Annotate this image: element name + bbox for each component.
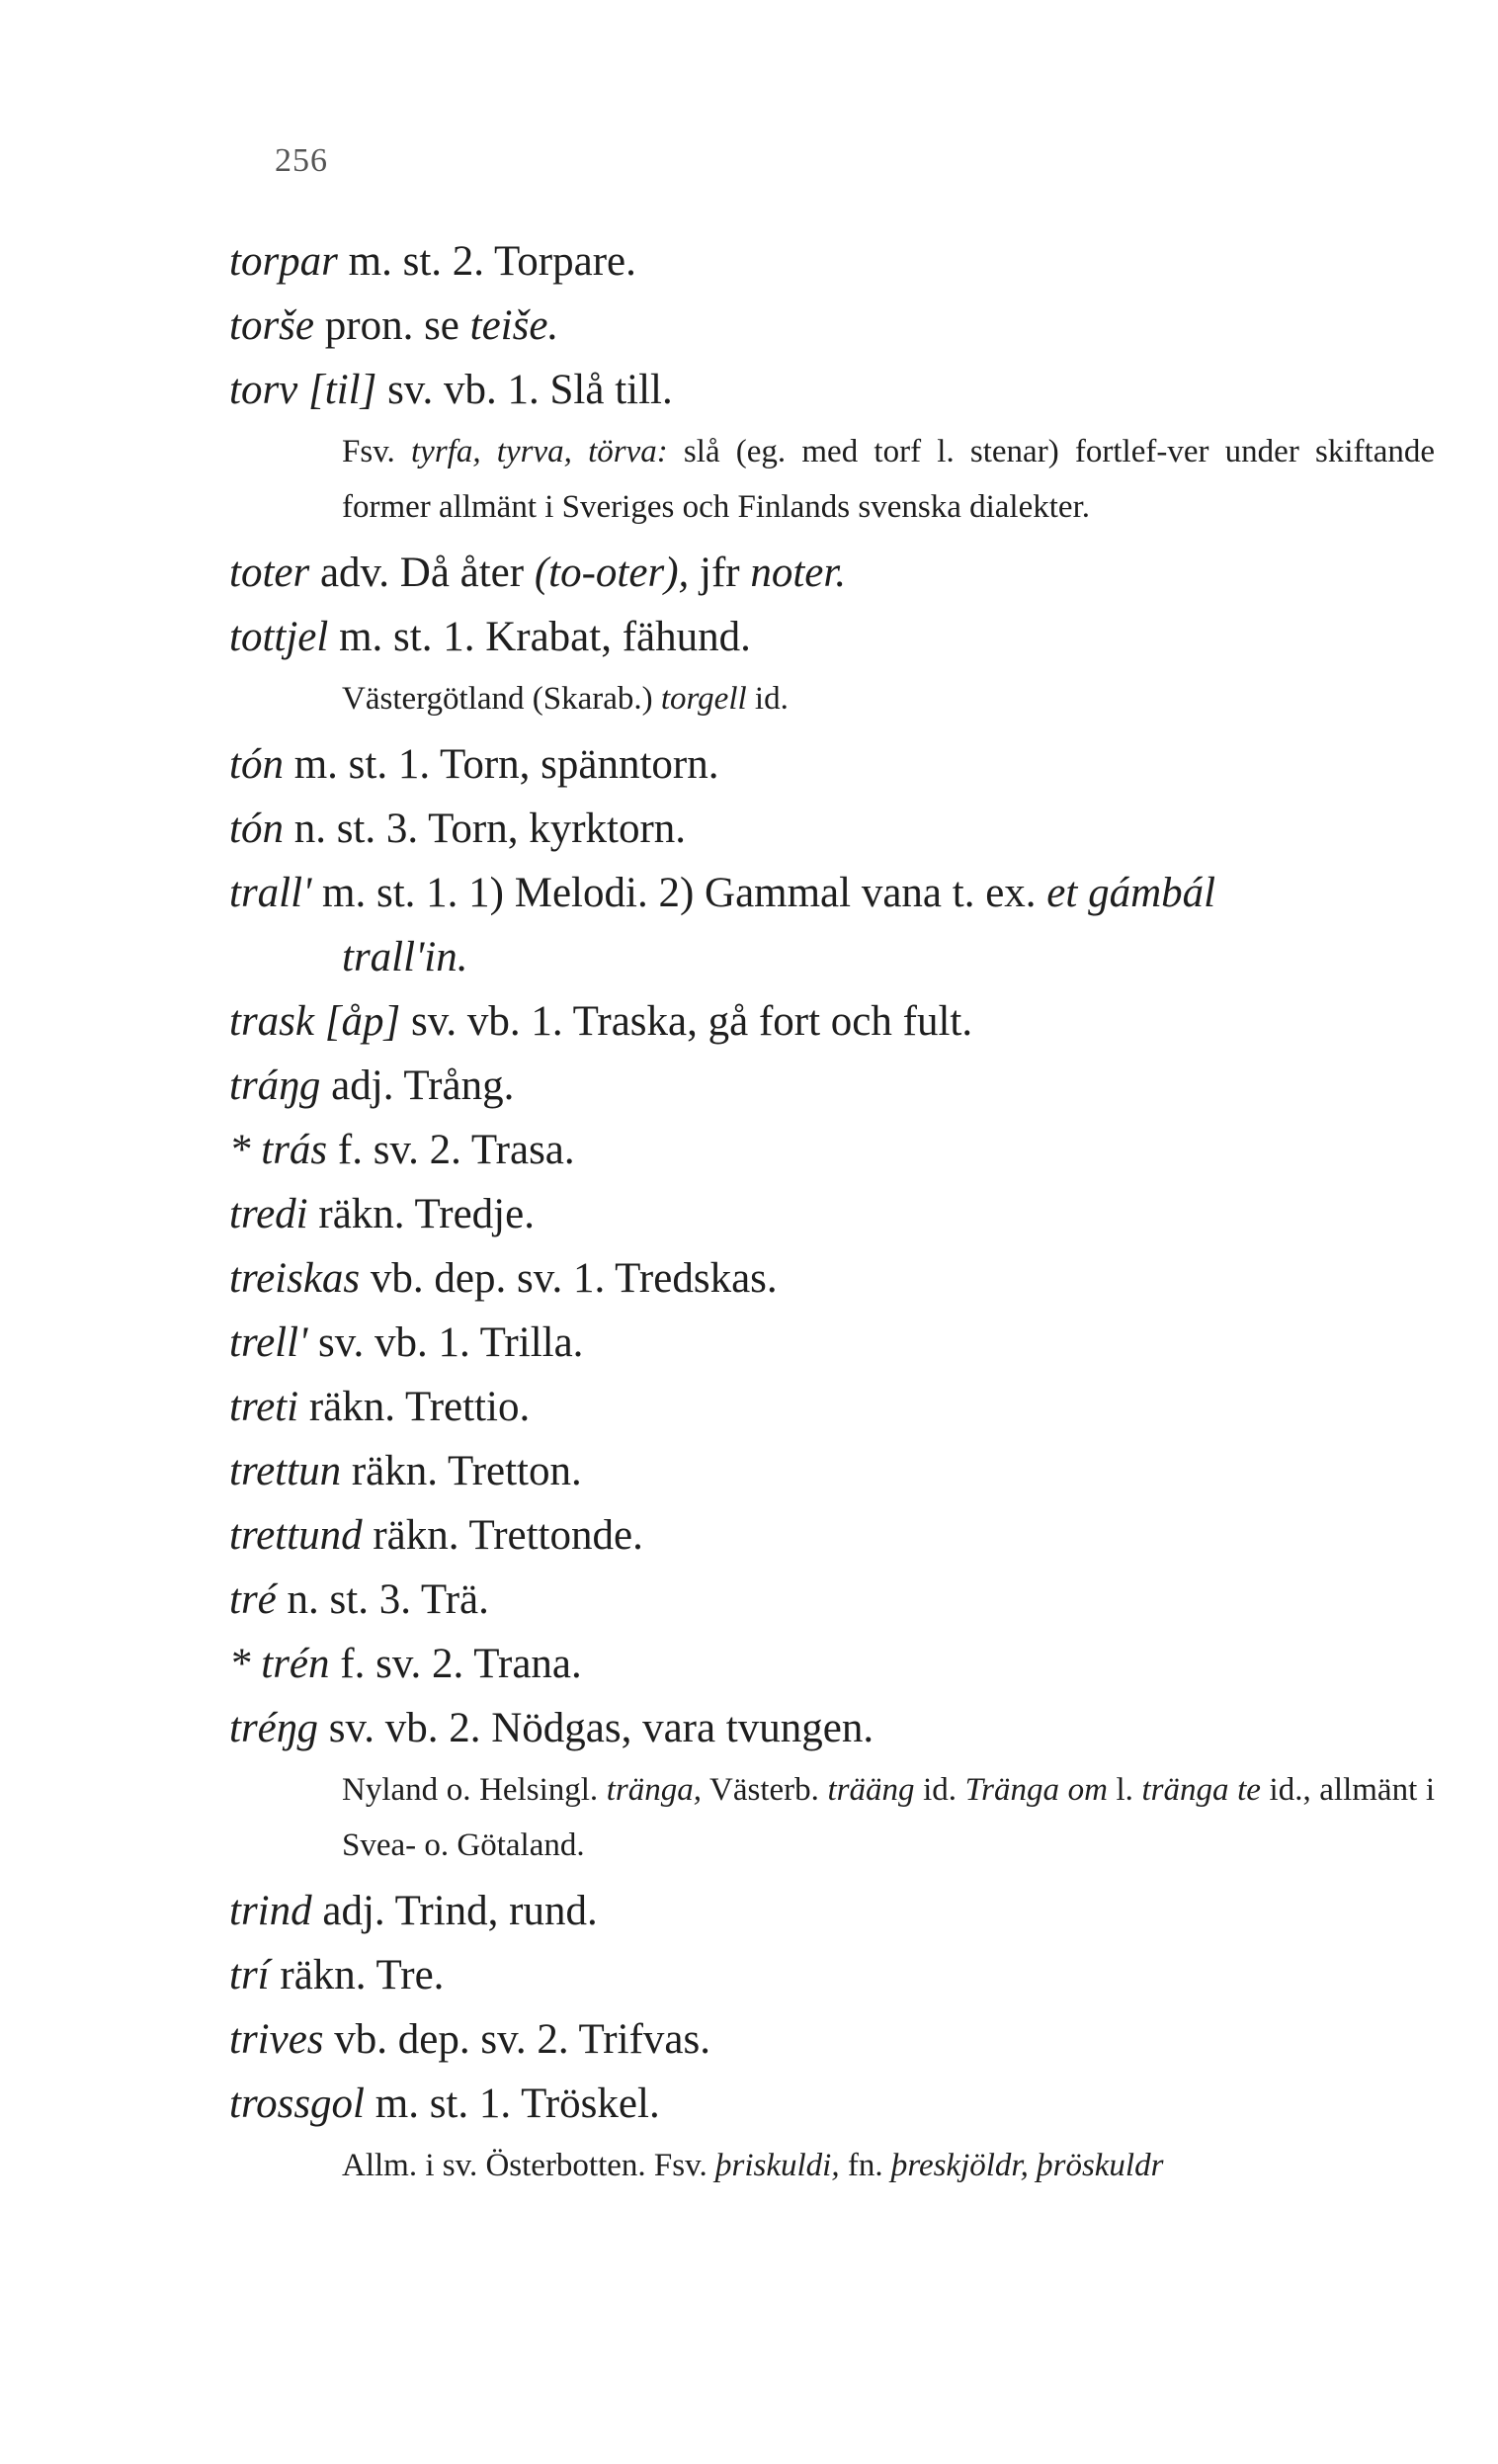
entry-torv <box>229 358 1435 422</box>
headword: treiskas <box>229 1255 361 1302</box>
entry-tren <box>229 1632 1435 1696</box>
page-number: 256 <box>275 142 328 179</box>
variant-form: (to-oter), <box>534 550 690 596</box>
note-text: Västerb. <box>702 1772 828 1808</box>
headword: * trás <box>229 1127 328 1173</box>
definition: sv. vb. 1. Slå till. <box>376 367 673 413</box>
note-forms: tyrfa, tyrva, törva: <box>411 434 668 469</box>
entry-ton-m <box>229 732 1435 797</box>
entry-trang <box>229 1054 1435 1118</box>
headword: torv [til] <box>229 367 377 413</box>
definition: vb. dep. sv. 2. Trifvas. <box>323 2016 710 2063</box>
definition: vb. dep. sv. 1. Tredskas. <box>360 1255 778 1302</box>
note-forms: trääng <box>827 1772 915 1808</box>
entry-tras <box>229 1118 1435 1182</box>
headword: trí <box>229 1952 270 1998</box>
definition: adj. Trind, rund. <box>311 1888 598 1934</box>
definition: räkn. Trettonde. <box>362 1512 643 1559</box>
definition: sv. vb. 1. Trilla. <box>307 1319 584 1366</box>
entry-treti <box>229 1375 1435 1439</box>
etymology-note <box>229 2138 1435 2193</box>
definition: jfr <box>689 550 751 596</box>
note-text: id. <box>914 1772 965 1808</box>
definition: pron. se <box>314 302 470 349</box>
definition: adj. Trång. <box>320 1062 515 1109</box>
headword: trossgol <box>229 2081 365 2127</box>
entry-trettun <box>229 1439 1435 1503</box>
definition: räkn. Tredje. <box>307 1191 535 1237</box>
note-text: slå (eg. med torf l. stenar) fortlef-ver under skiftande former allmänt i Sveriges och Finlands svenska dialekter. <box>342 434 1435 525</box>
entry-tre <box>229 1568 1435 1632</box>
note-text: Allm. i sv. Österbotten. Fsv. <box>342 2148 715 2183</box>
cross-reference: noter. <box>750 550 847 596</box>
entry-torpar <box>229 229 1435 294</box>
headword: torše <box>229 302 314 349</box>
note-text: l. <box>1107 1772 1142 1808</box>
headword: trind <box>229 1888 312 1934</box>
headword: trettun <box>229 1448 342 1494</box>
headword: treti <box>229 1384 299 1430</box>
dialect-note <box>229 671 1435 726</box>
entry-trell <box>229 1311 1435 1375</box>
cross-reference: teiše. <box>469 302 559 349</box>
headword: tréŋg <box>229 1705 318 1751</box>
entry-tredi <box>229 1182 1435 1246</box>
etymology-note <box>229 424 1435 535</box>
definition: adv. Då åter <box>309 550 535 596</box>
note-forms: Tränga om <box>964 1772 1108 1808</box>
entry-treng <box>229 1696 1435 1760</box>
entry-torse <box>229 294 1435 358</box>
headword: tón <box>229 741 284 788</box>
definition: n. st. 3. Torn, kyrktorn. <box>283 806 687 852</box>
dictionary-entries <box>229 229 1435 2199</box>
headword: trives <box>229 2016 324 2063</box>
entry-treiskas <box>229 1246 1435 1311</box>
definition: m. st. 1. Torn, spänntorn. <box>283 741 719 788</box>
headword: trask [åp] <box>229 998 401 1045</box>
definition: sv. vb. 1. Traska, gå fort och fult. <box>400 998 973 1045</box>
dialect-note <box>229 1762 1435 1873</box>
headword: tré <box>229 1576 277 1623</box>
note-forms: þriskuldi, <box>714 2148 840 2183</box>
headword: tón <box>229 806 284 852</box>
definition: f. sv. 2. Trasa. <box>327 1127 575 1173</box>
note-text: Västergötland (Skarab.) <box>342 681 661 717</box>
headword: tottjel <box>229 614 329 660</box>
note-text: Fsv. <box>342 434 412 469</box>
headword: trell' <box>229 1319 308 1366</box>
note-text: fn. <box>839 2148 891 2183</box>
headword: trall' <box>229 870 312 916</box>
entry-trives <box>229 2007 1435 2072</box>
headword: tráŋg <box>229 1062 321 1109</box>
note-forms: tränga te <box>1141 1772 1261 1808</box>
definition: m. st. 1. Krabat, fähund. <box>328 614 751 660</box>
note-text: Nyland o. Helsingl. <box>342 1772 607 1808</box>
note-forms: torgell <box>660 681 747 717</box>
note-text: id., allmänt i Svea- o. Götaland. <box>342 1772 1436 1863</box>
definition: räkn. Tre. <box>269 1952 445 1998</box>
entry-ton-n <box>229 797 1435 861</box>
headword: tredi <box>229 1191 308 1237</box>
note-forms: þreskjöldr, þröskuldr <box>890 2148 1164 2183</box>
definition: räkn. Trettio. <box>298 1384 531 1430</box>
definition: n. st. 3. Trä. <box>276 1576 489 1623</box>
headword: * trén <box>229 1641 330 1687</box>
example-continuation: trall'in. <box>342 934 468 980</box>
definition: räkn. Tretton. <box>341 1448 582 1494</box>
headword: torpar <box>229 238 338 285</box>
entry-toter <box>229 541 1435 605</box>
entry-trall <box>229 861 1435 925</box>
note-forms: tränga, <box>606 1772 703 1808</box>
note-text: id. <box>746 681 789 717</box>
definition: m. st. 2. Torpare. <box>337 238 636 285</box>
entry-trettund <box>229 1503 1435 1568</box>
definition: f. sv. 2. Trana. <box>329 1641 582 1687</box>
entry-tri <box>229 1943 1435 2007</box>
entry-tottjel <box>229 605 1435 669</box>
example: et gámbál <box>1046 870 1216 916</box>
definition: m. st. 1. Tröskel. <box>365 2081 660 2127</box>
entry-trind <box>229 1879 1435 1943</box>
headword: trettund <box>229 1512 363 1559</box>
entry-trask <box>229 989 1435 1054</box>
headword: toter <box>229 550 310 596</box>
definition: m. st. 1. 1) Melodi. 2) Gammal vana t. ex. <box>311 870 1047 916</box>
entry-trossgol <box>229 2072 1435 2136</box>
definition: sv. vb. 2. Nödgas, vara tvungen. <box>318 1705 874 1751</box>
